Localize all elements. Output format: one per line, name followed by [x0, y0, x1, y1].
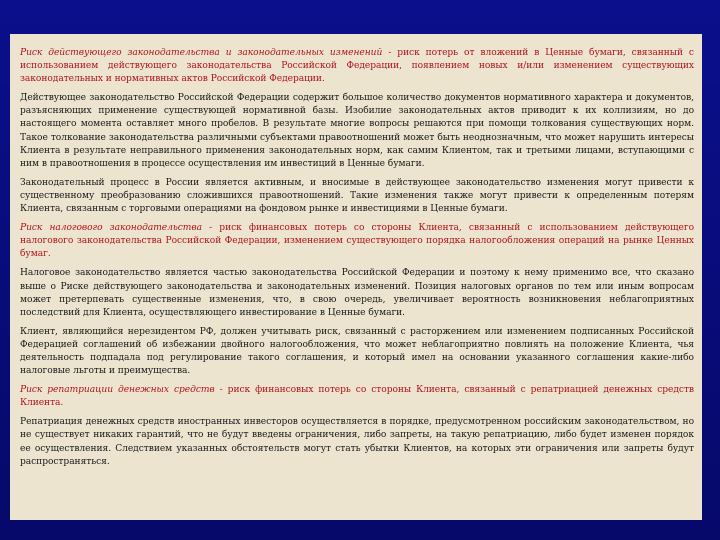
paragraph-repatriation-risk	[20, 384, 694, 410]
definition-legislation-risk: - риск потерь от вложений в Ценные бумаги, связанный с использованием действующего законодательства Российской Федерации, появлением новых и/или изменением существующих законодательных и нормативных актов Российской Федерации.	[20, 48, 694, 85]
definition-tax-risk: - риск финансовых потерь со стороны Клиента, связанный с использованием действующего налогового законодательства Российской Федерации, изменением существующего порядка налогообложения операций на рынке Ценных бумаг.	[20, 223, 694, 260]
paragraph-nonresident: Клиент, являющийся нерезидентом РФ, должен учитывать риск, связанный с расторжением или изменением подписанных Российской Федерацией соглашений об избежании двойного налогообложения, что может неблагоприятно повлиять на положение Клиента, чья деятельность подпадала под регулирование такого соглашения, и который имел на основании указанного соглашения какие-либо налоговые льготы и преимущества.	[20, 326, 694, 377]
definition-repatriation-risk: - риск финансовых потерь со стороны Клиента, связанный с репатриацией денежных средств Клиента.	[20, 385, 694, 409]
paragraph-tax-risk	[20, 222, 694, 261]
term-tax-risk: Риск налогового законодательства	[20, 223, 202, 234]
term-repatriation-risk: Риск репатриации денежных средств	[20, 385, 215, 396]
paragraph-legislation-details: Действующее законодательство Российской Федерации содержит большое количество документов нормативного характера и документов, разъясняющих применение существующей нормативной базы. Изобилие законодательных актов приводит к их коллизиям, но до настоящего момента оставляет много пробелов. В результате многие вопросы решаются при помощи толкования существующих норм. Такое толкование законодательства различными субъектами правоотношений может быть неоднозначным, что может нарушить интересы Клиента в результате неправильного применения законодательных норм, как самим Клиентом, так и третьими лицами, вступающими с ним в правоотношения в процессе осуществления им инвестиций в Ценные бумаги.	[20, 93, 694, 169]
paragraph-legislation-risk	[20, 47, 694, 86]
term-legislation-risk: Риск действующего законодательства и законодательных изменений	[20, 48, 383, 58]
paragraph-tax-details: Налоговое законодательство является частью законодательства Российской Федерации и поэтому к нему применимо все, что сказано выше о Риске действующего законодательства и законодательных изменений. Позиция налоговых органов по тем или иным вопросам может претерпевать существенные изменения, что, в свою очередь, увеличивает вероятность возникновения неблагоприятных последствий для Клиента, осуществляющего инвестирование в Ценные бумаги.	[20, 268, 694, 318]
paragraph-repatriation-details: Репатриация денежных средств иностранных инвесторов осуществляется в порядке, предусмотренном российским законодательством, но не существует никаких гарантий, что не будут введены ограничения, либо запреты, на такую репатриацию, либо будет изменен порядок ее осуществления. Следствием указанных обстоятельств могут стать убытки Клиентов, на которых эти ограничения или запреты будут распространяться.	[20, 417, 694, 467]
paragraph-legislative-process: Законодательный процесс в России является активным, и вносимые в действующее законодательство изменения могут привести к существенному преобразованию сложившихся правоотношений. Такие изменения также могут привести к определенным потерям Клиента, связанным с торговыми операциями на фондовом рынке и инвестициями в Ценные бумаги.	[20, 177, 694, 215]
document-panel	[10, 34, 702, 520]
